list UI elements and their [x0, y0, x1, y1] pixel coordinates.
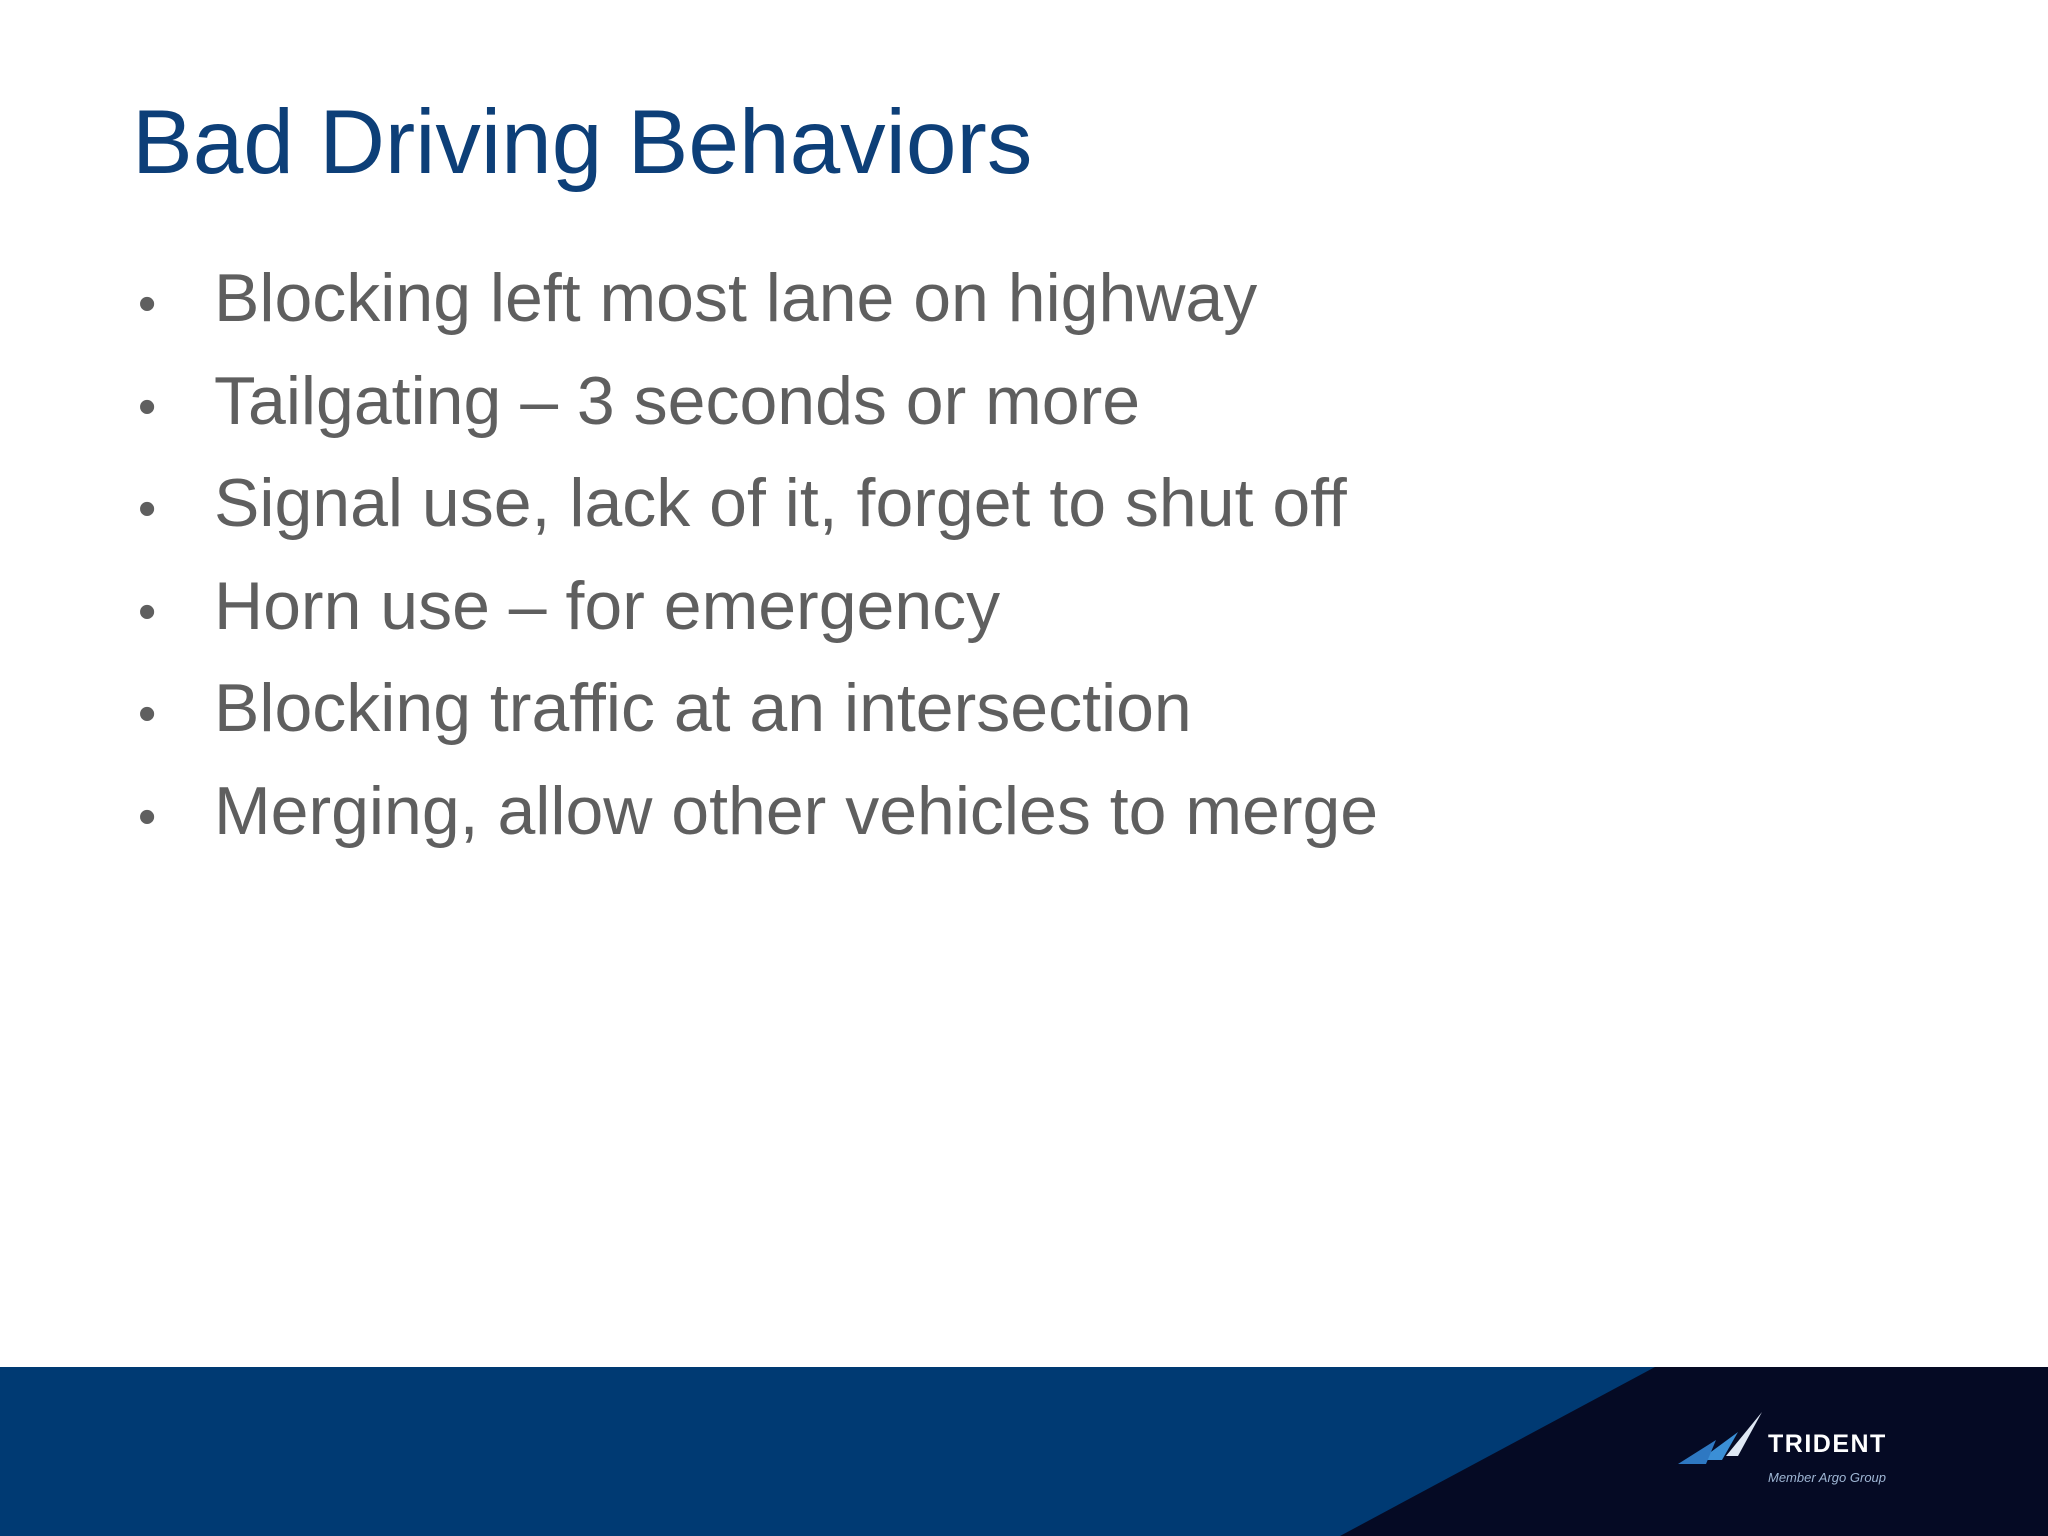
- bullet-text: Merging, allow other vehicles to merge: [214, 772, 1379, 849]
- bullet-item: [132, 657, 1378, 760]
- trident-wing-icon: [1676, 1410, 1766, 1470]
- bullet-dot: •: [138, 787, 157, 846]
- logo-tagline: Member Argo Group: [1768, 1470, 1887, 1485]
- bullet-text: Horn use – for emergency: [214, 567, 1001, 644]
- bullet-item: [132, 247, 1378, 350]
- logo-wing-light: [1726, 1412, 1762, 1456]
- bullet-item: [132, 760, 1378, 863]
- bullet-dot: •: [138, 480, 157, 538]
- bullet-dot: •: [138, 582, 157, 641]
- bullet-text: Signal use, lack of it, forget to shut off: [214, 465, 1347, 541]
- logo-name: TRIDENT: [1768, 1430, 1887, 1458]
- bullet-text: Blocking traffic at an intersection: [214, 670, 1192, 746]
- bullet-list: [132, 247, 1378, 862]
- bullet-item: [132, 555, 1378, 658]
- bullet-text: Blocking left most lane on highway: [214, 260, 1258, 336]
- bullet-dot: •: [138, 377, 157, 436]
- bullet-item: [132, 452, 1378, 555]
- bullet-dot: •: [138, 275, 157, 333]
- trident-logo: [1676, 1410, 1906, 1494]
- logo-wing-dark: [1678, 1440, 1716, 1464]
- slide-title: Bad Driving Behaviors: [132, 92, 1033, 193]
- bullet-item: [132, 350, 1378, 453]
- bullet-text: Tailgating – 3 seconds or more: [214, 362, 1141, 439]
- bullet-dot: •: [138, 685, 157, 743]
